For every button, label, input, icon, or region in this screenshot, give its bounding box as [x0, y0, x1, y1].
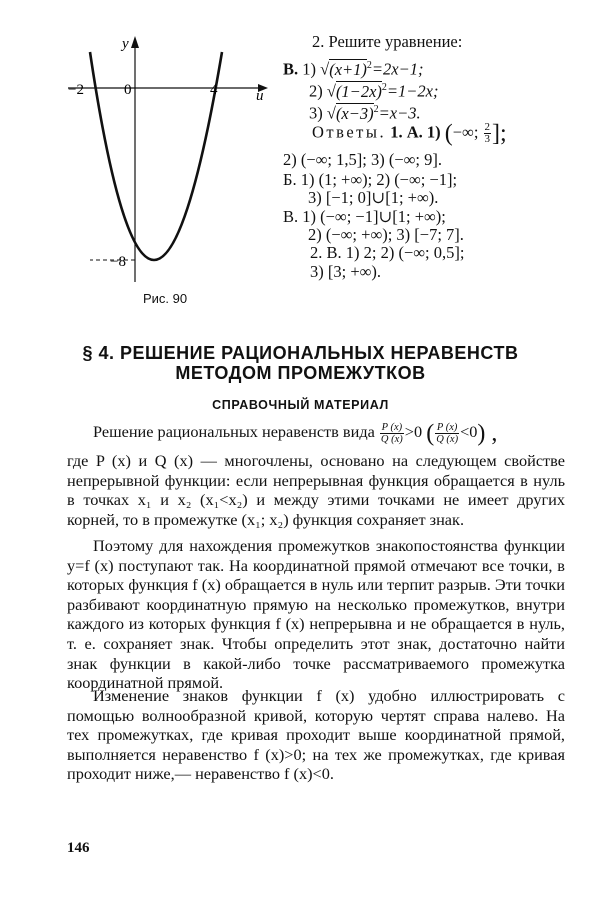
eq3-rhs: =x−3.	[378, 103, 421, 123]
answers-v-line-2: 2) (−∞; +∞); 3) [−7; 7].	[308, 225, 464, 244]
eq3-num: 3)	[309, 103, 323, 123]
answers-line-2: 2) (−∞; 1,5]; 3) (−∞; 9].	[283, 150, 442, 169]
page-number: 146	[67, 840, 90, 856]
fraction-den: 3	[484, 133, 491, 145]
figure-caption: Рис. 90	[143, 291, 188, 306]
fraction-2-den: Q (x)	[436, 433, 459, 445]
tick-neg2: −2	[68, 82, 84, 98]
fraction-1-den: Q (x)	[380, 433, 403, 445]
answers-v-line-3: 2. В. 1) 2; 2) (−∞; 0,5];	[310, 243, 465, 262]
gt-zero: >0	[404, 422, 423, 441]
paren-open: (	[444, 120, 453, 147]
tick-0: 0	[124, 82, 132, 98]
para3: Изменение знаков функции f (x) удобно иллюстрировать с помощью волнообразной кривой, которую чертят справа налево. На тех промежутках, где кривая проходит выше координатной прямой, выполняется неравенство f (x)>0; на тех же промежутках, где кривая проходит ниже,— неравенство f (x)<0.	[67, 686, 565, 784]
eq2-root: (1−2x)	[335, 81, 382, 101]
answers-word: Ответы.	[312, 122, 387, 142]
equation-2: 2) $√(1-2x)^2=1-2x$;	[309, 81, 439, 101]
para1-lead-text: Решение рациональных неравенств вида	[93, 422, 375, 441]
eq2-pow: 2	[381, 82, 387, 93]
eq3-root: (x−3)	[335, 103, 374, 123]
eq3-pow: 2	[373, 104, 379, 115]
parabola-curve	[90, 52, 222, 260]
paren-open-2: (	[426, 420, 435, 447]
eq1-num: 1)	[302, 59, 317, 79]
section-title-line-2: МЕТОДОМ ПРОМЕЖУТКОВ	[175, 363, 426, 383]
answers-fraction	[484, 122, 492, 145]
fraction-num: 2	[484, 121, 491, 133]
equation-3: 3) $√(x-3)^2=x-3$.	[309, 103, 421, 123]
eq2-num: 2)	[309, 81, 323, 101]
tick-neg8: −8	[110, 254, 126, 270]
parabola-figure	[60, 30, 280, 300]
section-subtitle: СПРАВОЧНЫЙ МАТЕРИАЛ	[212, 398, 389, 412]
fraction-2-num: P (x)	[436, 421, 458, 433]
answers-line-1	[312, 122, 507, 145]
paren-close-2: ) ,	[477, 420, 498, 447]
fraction-2	[435, 422, 459, 445]
axis-y-label: y	[122, 36, 129, 52]
variant-label: В.	[283, 59, 299, 79]
section-title-line-1: § 4. РЕШЕНИЕ РАЦИОНАЛЬНЫХ НЕРАВЕНСТВ	[82, 343, 519, 363]
para1-lead	[93, 421, 497, 445]
answers-b-line-1: Б. 1) (1; +∞); 2) (−∞; −1];	[283, 170, 458, 189]
y-axis-arrow	[131, 36, 139, 48]
answers-lead: 1. А. 1)	[390, 122, 441, 142]
eq1-rhs: =2x−1;	[371, 59, 424, 79]
para1-body: где P (x) и Q (x) — многочлены, основано на следующем свойстве непрерывной функции: если непрерывная функция обращается в нуль в точках x₁ и x₂ (x₁<x₂) и между этими точками не имеет других корней, то в промежутке (x₁; x₂) функция сохраняет знак.	[67, 451, 565, 529]
answers-v-line-4: 3) [3; +∞).	[310, 262, 382, 281]
eq1-pow: 2	[366, 60, 372, 71]
axis-x-label: u	[256, 88, 264, 104]
eq2-rhs: =1−2x;	[386, 81, 439, 101]
fraction-1	[380, 422, 404, 445]
answers-a1-text: −∞;	[452, 122, 479, 142]
answers-b-line-2: 3) [−1; 0]∪[1; +∞).	[308, 188, 439, 207]
eq1-root: (x+1)	[329, 59, 367, 79]
tick-4: 4	[210, 82, 218, 98]
equation-1: В. 1) $√(x+1)^2=2x-1$;	[283, 59, 424, 79]
answers-close: ];	[492, 120, 507, 147]
answers-v-line-1: В. 1) (−∞; −1]∪[1; +∞);	[283, 207, 446, 226]
lt-zero: <0	[460, 422, 478, 441]
para2: Поэтому для нахождения промежутков знакопостоянства функции y=f (x) поступают так. На координатной прямой отмечают все точки, в которых функция f (x) обращается в нуль или терпит разрыв. Эти точки разбивают координатную прямую на несколько промежутков, внутри каждого из которых функция f (x) непрерывна и не обращается в нуль, т. е. сохраняет знак. Чтобы определить этот знак, достаточно найти знак функции в какой-либо точке рассматриваемого промежутка координатной прямой.	[67, 536, 565, 693]
exercise-task: 2. Решите уравнение:	[312, 32, 463, 51]
fraction-1-num: P (x)	[381, 421, 403, 433]
